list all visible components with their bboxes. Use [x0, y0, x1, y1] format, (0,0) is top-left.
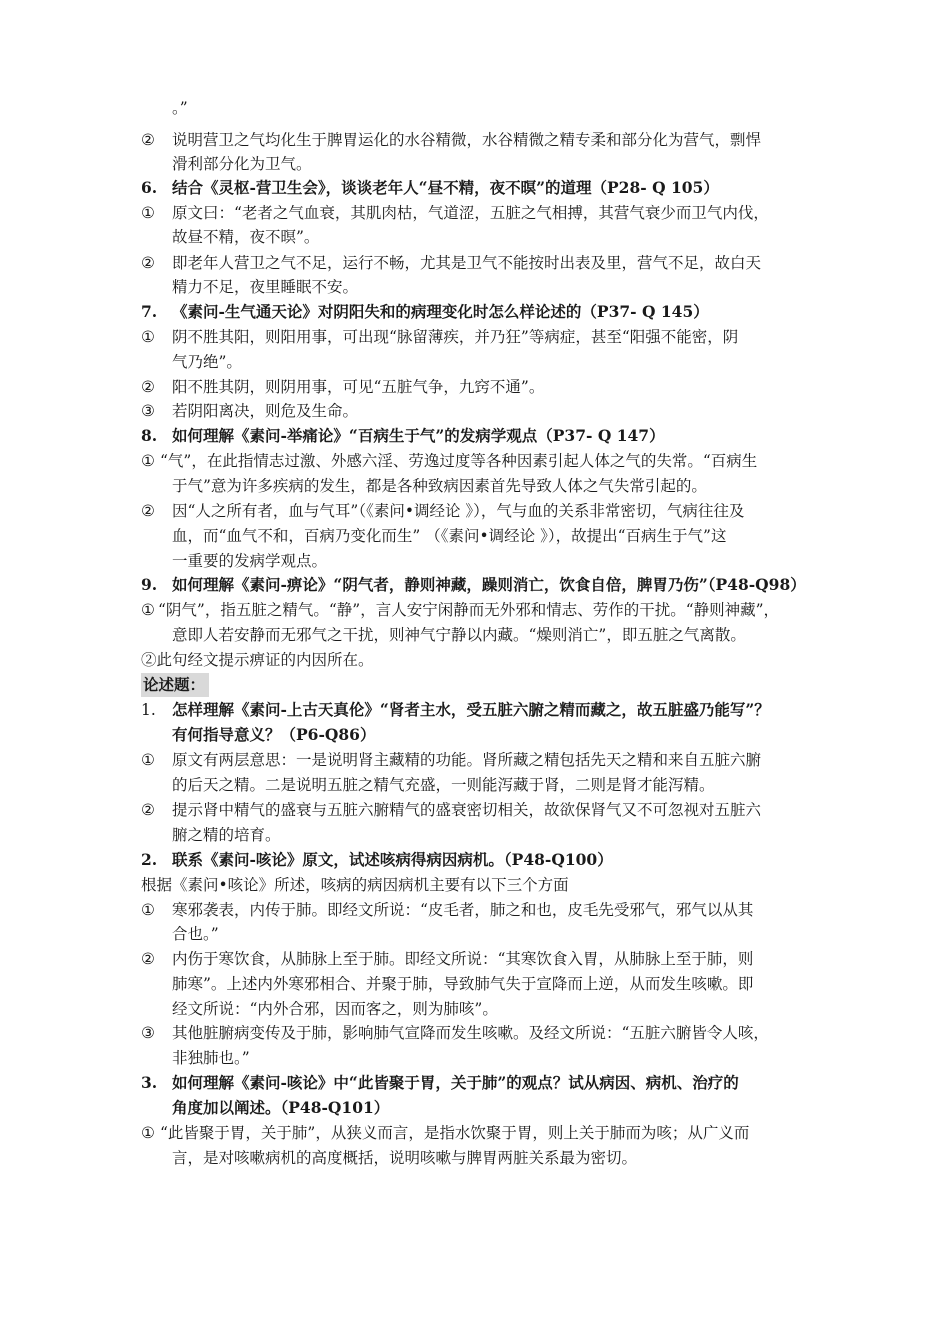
line-text: 的后天之精。二是说明五脏之精气充盛，一则能泻藏于肾，二则是肾才能泻精。 — [172, 776, 715, 794]
item-marker: ① — [141, 1124, 155, 1142]
line-text: 其他脏腑病变传及于肺，影响肺气宣降而发生咳嗽。及经文所说：“五脏六腑皆令人咳， — [172, 1024, 769, 1042]
question-number: 8. — [141, 426, 158, 445]
line-text: 原文曰：“老者之气血衰，其肌肉枯，气道涩，五脏之气相搏，其营气衰少而卫气内伐， — [172, 204, 769, 222]
question-number: 6. — [141, 178, 158, 197]
question-text: 结合《灵枢-营卫生会》，谈谈老年人“昼不精，夜不暝”的道理（P28- Q 105） — [172, 178, 719, 197]
line-text: 意即人若安静而无邪气之干扰，则神气宁静以内藏。“燥则消亡”，即五脏之气离散。 — [172, 626, 746, 644]
item-marker: ③ — [141, 1024, 155, 1042]
item-marker: ② — [141, 131, 155, 149]
item-marker: ② — [141, 254, 155, 272]
line-text: 即老年人营卫之气不足，运行不畅，尤其是卫气不能按时出表及里，营气不足，故白天 — [172, 254, 762, 272]
line-text: 肺寒”。上述内外寒邪相合、并聚于肺，导致肺气失于宣降而上逆，从而发生咳嗽。即 — [172, 975, 754, 993]
line-text: 非独肺也。” — [172, 1049, 250, 1067]
line-text: 若阴阳离决，则危及生命。 — [172, 402, 359, 420]
line-text: 精力不足，夜里睡眠不安。 — [172, 278, 359, 296]
question-text: 角度加以阐述。（P48-Q101） — [172, 1098, 390, 1117]
line-text: 一重要的发病学观点。 — [172, 552, 328, 570]
line-text: 腑之精的培育。 — [172, 826, 281, 844]
line-text: 故昼不精，夜不暝”。 — [172, 228, 320, 246]
question-text: 联系《素问-咳论》原文，试述咳病得病因病机。（P48-Q100） — [172, 850, 613, 869]
line-text: 于气”意为许多疾病的发生，都是各种致病因素首先导致人体之气失常引起的。 — [172, 477, 707, 495]
question-text: 如何理解《素问-咳论》中“此皆聚于胃，关于肺”的观点？试从病因、病机、治疗的 — [172, 1073, 739, 1092]
question-number: 2. — [141, 850, 158, 869]
line-text: 合也。” — [172, 925, 219, 943]
question-text: 有何指导意义？（P6-Q86） — [172, 725, 376, 744]
line-text: 。” — [172, 99, 188, 117]
item-marker: ① — [141, 751, 155, 769]
line-text: 提示肾中精气的盛衰与五脏六腑精气的盛衰密切相关，故欲保肾气又不可忽视对五脏六 — [172, 801, 762, 819]
line-text: 阴不胜其阳，则阳用事，可出现“脉留薄疾，并乃狂”等病症，甚至“阳强不能密，阴 — [172, 328, 739, 346]
item-marker: ② — [141, 950, 155, 968]
line-text: 根据《素问•咳论》所述，咳病的病因病机主要有以下三个方面 — [141, 876, 569, 894]
item-marker: ② — [141, 378, 155, 396]
question-number: 3. — [141, 1073, 158, 1092]
line-text: 寒邪袭表，内传于肺。即经文所说：“皮毛者，肺之和也，皮毛先受邪气，邪气以从其 — [172, 901, 754, 919]
line-text: 内伤于寒饮食，从肺脉上至于肺。即经文所说：“其寒饮食入胃，从肺脉上至于肺，则 — [172, 950, 754, 968]
item-marker: ① — [141, 601, 155, 619]
line-text: 言，是对咳嗽病机的高度概括，说明咳嗽与脾胃两脏关系最为密切。 — [172, 1149, 638, 1167]
question-number: 1. — [141, 701, 156, 719]
line-text: 滑利部分化为卫气。 — [172, 155, 312, 173]
item-marker: ② — [141, 801, 155, 819]
section-title: 论述题： — [141, 673, 209, 697]
line-text: 气乃绝”。 — [172, 353, 242, 371]
item-marker: ① — [141, 204, 155, 222]
line-text: 因“人之所有者，血与气耳”（《素问•调经论 》），气与血的关系非常密切，气病往往及 — [172, 502, 745, 520]
question-number: 7. — [141, 302, 158, 321]
item-marker: ① — [141, 901, 155, 919]
question-text: 如何理解《素问-举痛论》“百病生于气”的发病学观点（P37- Q 147） — [172, 426, 665, 445]
question-number: 9. — [141, 575, 158, 594]
line-text: 说明营卫之气均化生于脾胃运化的水谷精微，水谷精微之精专柔和部分化为营气，剽悍 — [172, 131, 762, 149]
line-text: “此皆聚于胃，关于肺”，从狭义而言，是指水饮聚于胃，则上关于肺而为咳；从广义而 — [160, 1124, 750, 1142]
line-text: 阳不胜其阴，则阴用事，可见“五脏气争，九窍不通”。 — [172, 378, 545, 396]
item-marker: ③ — [141, 402, 155, 420]
question-text: 怎样理解《素问-上古天真伦》“肾者主水，受五脏六腑之精而藏之，故五脏盛乃能写”？ — [172, 700, 770, 719]
line-text: “气”，在此指情志过激、外感六淫、劳逸过度等各种因素引起人体之气的失常。“百病生 — [160, 452, 758, 470]
item-marker: ① — [141, 328, 155, 346]
item-marker: ① — [141, 452, 155, 470]
line-text: 原文有两层意思：一是说明肾主藏精的功能。肾所藏之精包括先天之精和来自五脏六腑 — [172, 751, 762, 769]
question-text: 如何理解《素问-痹论》“阴气者，静则神藏，躁则消亡，饮食自倍，脾胃乃伤”（P48-Q98） — [172, 575, 806, 594]
question-text: 《素问-生气通天论》对阴阳失和的病理变化时怎么样论述的（P37- Q 145） — [172, 302, 709, 321]
line-text: 经文所说：“内外合邪，因而客之，则为肺咳”。 — [172, 1000, 498, 1018]
line-text: 血，而“血气不和，百病乃变化而生” （《素问•调经论 》），故提出“百病生于气”这 — [172, 527, 727, 545]
line-text: ②此句经文提示痹证的内因所在。 — [141, 651, 374, 669]
item-marker: ② — [141, 502, 155, 520]
line-text: “阴气”，指五脏之精气。“静”，言人安宁闲静而无外邪和情志、劳作的干扰。“静则神藏”， — [158, 601, 780, 619]
